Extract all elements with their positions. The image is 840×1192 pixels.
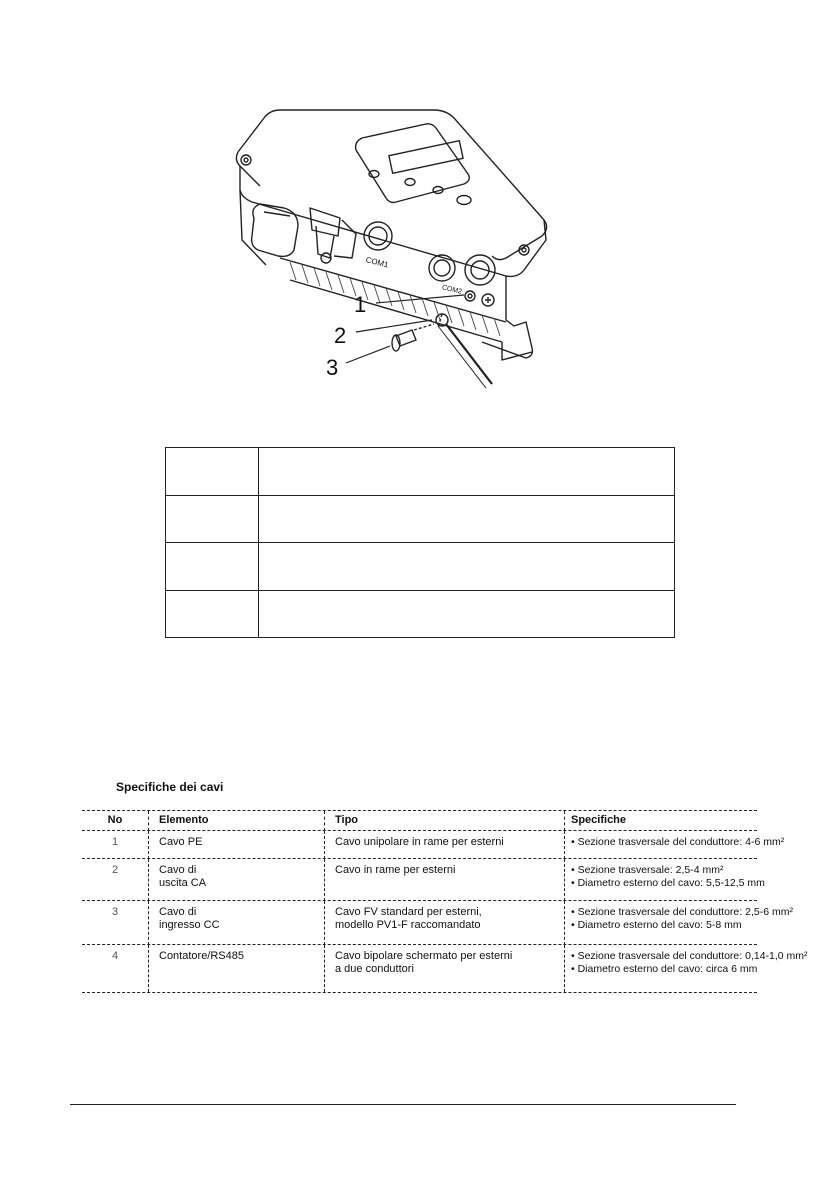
table-row	[82, 900, 793, 945]
row-type	[324, 831, 564, 859]
table-row	[166, 495, 675, 543]
row-type	[324, 945, 564, 992]
table-row	[166, 543, 675, 591]
element-line: Contatore/RS485	[159, 950, 244, 962]
row-no: 3	[111, 906, 119, 918]
element-line: Cavo di	[159, 906, 197, 918]
spec-line: • Sezione trasversale del conduttore: 2,5-6 mm²	[571, 906, 793, 918]
type-line: Cavo in rame per esterni	[335, 864, 456, 876]
spec-line: • Sezione trasversale: 2,5-4 mm²	[571, 864, 724, 876]
figure-callout-3: 3	[326, 355, 339, 380]
legend-table	[165, 447, 675, 638]
spec-line: • Sezione trasversale del conduttore: 4-6 mm²	[571, 836, 785, 848]
element-line: uscita CA	[159, 877, 207, 889]
legend-cell	[166, 495, 259, 543]
spec-line: • Diametro esterno del cavo: circa 6 mm	[571, 963, 758, 975]
table-row	[82, 944, 808, 993]
legend-cell	[259, 495, 675, 543]
table-row	[82, 830, 785, 859]
type-line: a due conduttori	[335, 963, 414, 975]
inverter-grounding-figure	[206, 90, 551, 400]
type-line: Cavo unipolare in rame per esterni	[335, 836, 504, 848]
row-no: 4	[111, 950, 119, 962]
cable-spec-table	[82, 810, 808, 992]
header-specs: Specifiche	[564, 811, 757, 831]
legend-cell	[259, 590, 675, 638]
legend-cell	[259, 448, 675, 496]
table-row	[166, 448, 675, 496]
row-element	[148, 945, 324, 992]
row-no: 1	[111, 836, 119, 848]
row-type	[324, 859, 564, 901]
row-type	[324, 901, 564, 945]
header-element: Elemento	[148, 811, 324, 831]
spec-line: • Sezione trasversale del conduttore: 0,14-1,0 mm²	[571, 950, 808, 962]
element-line: Cavo PE	[159, 836, 203, 848]
port-label-com2: COM2	[441, 284, 463, 296]
type-line: Cavo FV standard per esterni,	[335, 906, 482, 918]
port-label-com1: COM1	[364, 255, 390, 270]
element-line: ingresso CC	[159, 919, 220, 931]
row-element	[148, 859, 324, 901]
legend-cell	[259, 543, 675, 591]
row-specs	[564, 901, 793, 945]
row-specs	[564, 859, 765, 901]
footer-divider	[70, 1104, 736, 1105]
header-no: No	[107, 814, 123, 826]
table-row	[166, 590, 675, 638]
spec-line: • Diametro esterno del cavo: 5-8 mm	[571, 919, 742, 931]
table-header-row	[82, 810, 757, 831]
element-line: Cavo di	[159, 864, 197, 876]
row-specs	[564, 831, 785, 859]
row-element	[148, 831, 324, 859]
table-row	[82, 858, 765, 901]
spec-line: • Diametro esterno del cavo: 5,5-12,5 mm	[571, 877, 765, 889]
spec-table-title: Specifiche dei cavi	[116, 780, 224, 794]
legend-cell	[166, 543, 259, 591]
legend-cell	[166, 448, 259, 496]
row-element	[148, 901, 324, 945]
row-no: 2	[111, 864, 119, 876]
figure-callout-1: 1	[354, 292, 367, 317]
type-line: modello PV1-F raccomandato	[335, 919, 481, 931]
row-specs	[564, 945, 808, 992]
header-type: Tipo	[324, 811, 564, 831]
figure-callout-2: 2	[334, 323, 347, 348]
legend-cell	[166, 590, 259, 638]
type-line: Cavo bipolare schermato per esterni	[335, 950, 513, 962]
